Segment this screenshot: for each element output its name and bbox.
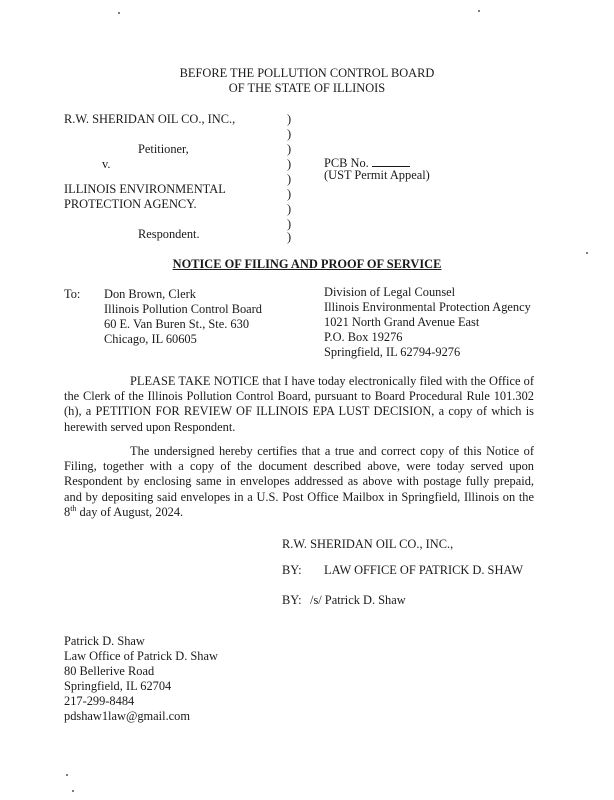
scan-speck	[478, 10, 480, 12]
scan-speck	[66, 774, 68, 776]
attorney-email: pdshaw1law@gmail.com	[64, 709, 190, 723]
recipient-right-line: Springfield, IL 62794-9276	[324, 345, 461, 359]
court-heading-line-2: OF THE STATE OF ILLINOIS	[228, 81, 386, 95]
signature-party: R.W. SHERIDAN OIL CO., INC.,	[282, 537, 454, 551]
to-label: To:	[64, 287, 81, 301]
attorney-contact-line: Patrick D. Shaw	[64, 634, 145, 648]
attorney-contact-line: 217-299-8484	[64, 694, 135, 708]
court-heading-line-1: BEFORE THE POLLUTION CONTROL BOARD	[179, 66, 435, 80]
caption-paren: )	[287, 187, 292, 201]
caption-paren: )	[287, 202, 292, 216]
signature-by-label: BY:	[282, 563, 302, 577]
caption-paren: )	[287, 230, 292, 244]
recipient-left-line: Don Brown, Clerk	[104, 287, 196, 301]
petitioner-role: Petitioner,	[138, 142, 189, 156]
recipient-right-line: 1021 North Grand Avenue East	[324, 315, 480, 329]
respondent-role: Respondent.	[138, 227, 200, 241]
pcb-case-type: (UST Permit Appeal)	[324, 168, 430, 182]
signature-by-value: LAW OFFICE OF PATRICK D. SHAW	[324, 563, 524, 577]
respondent-name-line-1: ILLINOIS ENVIRONMENTAL	[64, 182, 226, 196]
scan-speck	[118, 12, 120, 14]
caption-paren: )	[287, 157, 292, 171]
recipient-left-line: 60 E. Van Buren St., Ste. 630	[104, 317, 250, 331]
notice-paragraph	[64, 374, 534, 435]
respondent-name-line-2: PROTECTION AGENCY.	[64, 197, 197, 211]
notice-paragraph-text: PLEASE TAKE NOTICE that I have today electronically filed with the Office of the Clerk of the Illinois Pollution Control Board, pursuant to Board Procedural Rule 101.302 (h), a PETITION FOR REVIEW OF ILLINOIS EPA LUST DECISION, a copy of which is herewith served upon Respondent.	[64, 374, 534, 434]
caption-paren: )	[287, 112, 292, 126]
attorney-contact-line: 80 Bellerive Road	[64, 664, 155, 678]
notice-title: NOTICE OF FILING AND PROOF OF SERVICE	[172, 257, 442, 271]
signature-by2-label: BY:	[282, 593, 302, 607]
caption-paren: )	[287, 127, 292, 141]
recipient-right-line: P.O. Box 19276	[324, 330, 403, 344]
recipient-left-line: Chicago, IL 60605	[104, 332, 197, 346]
recipient-left-line: Illinois Pollution Control Board	[104, 302, 262, 316]
attorney-contact-line: Law Office of Patrick D. Shaw	[64, 649, 218, 663]
caption-paren: )	[287, 217, 292, 231]
caption-paren: )	[287, 142, 292, 156]
scan-speck	[586, 252, 588, 254]
recipient-right-line: Division of Legal Counsel	[324, 285, 456, 299]
petitioner-name: R.W. SHERIDAN OIL CO., INC.,	[64, 112, 236, 126]
pcb-number-blank	[372, 155, 410, 167]
certification-paragraph	[64, 444, 534, 520]
versus-label: v.	[102, 157, 111, 171]
pcb-number-label: PCB No.	[324, 156, 369, 170]
certification-text-part-2: day of August, 2024.	[76, 504, 184, 519]
recipient-right-line: Illinois Environmental Protection Agency	[324, 300, 531, 314]
certification-text-part-1: The undersigned hereby certifies that a true and correct copy of this Notice of Filing, together with a copy of the document described above, were today served upon Respondent by enclosing same in envelopes addressed as above with postage fully prepaid, and by depositing said envelopes in a U.S. Post Office Mailbox in Springfield, Illinois on the 8	[64, 444, 534, 519]
attorney-contact-line: Springfield, IL 62704	[64, 679, 172, 693]
electronic-signature: /s/ Patrick D. Shaw	[310, 593, 406, 607]
ordinal-suffix: th	[70, 503, 77, 513]
scan-speck	[72, 790, 74, 792]
caption-paren: )	[287, 172, 292, 186]
